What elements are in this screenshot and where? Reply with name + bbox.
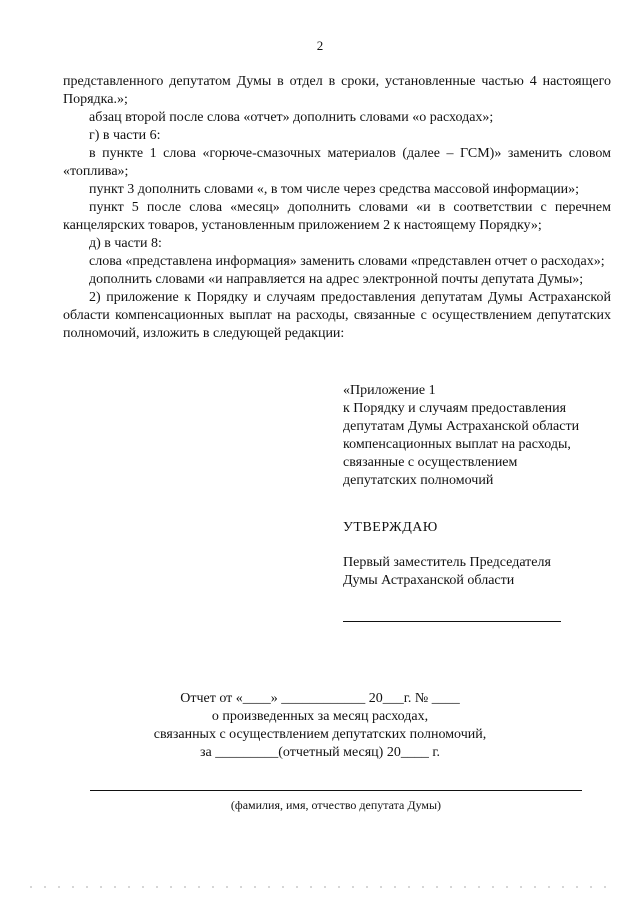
report-line: за _________(отчетный месяц) 20____ г. — [200, 745, 440, 760]
report-heading — [60, 690, 580, 762]
deputy-name-caption: (фамилия, имя, отчество депутата Думы) — [230, 798, 442, 812]
appendix-line: связанные с осуществлением — [343, 455, 518, 470]
paragraph: г) в части 6: — [89, 128, 161, 143]
paragraph: представленного депутатом Думы в отдел в сроки, установленные частью 4 настоящего Порядка.»; — [63, 74, 611, 107]
paragraph: дополнить словами «и направляется на адрес электронной почты депутата Думы»; — [89, 272, 584, 287]
approver-position-line: Первый заместитель Председателя — [343, 555, 551, 570]
report-line: о произведенных за месяц расходах, — [211, 709, 429, 724]
approve-title: УТВЕРЖДАЮ — [343, 520, 438, 535]
signature-line — [343, 621, 561, 622]
deputy-name-line — [90, 790, 582, 791]
paragraph: в пункте 1 слова «горюче-смазочных материалов (далее – ГСМ)» заменить словом «топлива»; — [63, 146, 611, 179]
appendix-line: депутатских полномочий — [343, 473, 494, 488]
paragraph: д) в части 8: — [89, 236, 162, 251]
paragraph: слова «представлена информация» заменить словами «представлен отчет о расходах»; — [89, 254, 605, 269]
appendix-header — [343, 382, 613, 490]
paragraph: 2) приложение к Порядку и случаям предоставления депутатам Думы Астраханской области компенсационных выплат на расходы, связанные с осуществлением депутатских полномочий, изложить в следующей редакции: — [63, 290, 611, 341]
appendix-line: к Порядку и случаям предоставления — [343, 401, 567, 416]
scan-artifact — [30, 886, 610, 888]
approver-position — [343, 554, 551, 590]
paragraph: пункт 5 после слова «месяц» дополнить словами «и в соответствии с перечнем канцелярских товаров, установленным приложением 2 к настоящему Порядку»; — [63, 200, 611, 233]
paragraph: абзац второй после слова «отчет» дополнить словами «о расходах»; — [89, 110, 494, 125]
report-line: Отчет от «____» ____________ 20___г. № ____ — [180, 691, 460, 706]
page-number: 2 — [316, 38, 324, 53]
appendix-line: компенсационных выплат на расходы, — [343, 437, 571, 452]
body-text — [63, 73, 611, 343]
appendix-line: «Приложение 1 — [343, 383, 436, 398]
report-line: связанных с осуществлением депутатских полномочий, — [153, 727, 487, 742]
appendix-line: депутатам Думы Астраханской области — [343, 419, 580, 434]
paragraph: пункт 3 дополнить словами «, в том числе через средства массовой информации»; — [89, 182, 580, 197]
approver-position-line: Думы Астраханской области — [343, 573, 515, 588]
